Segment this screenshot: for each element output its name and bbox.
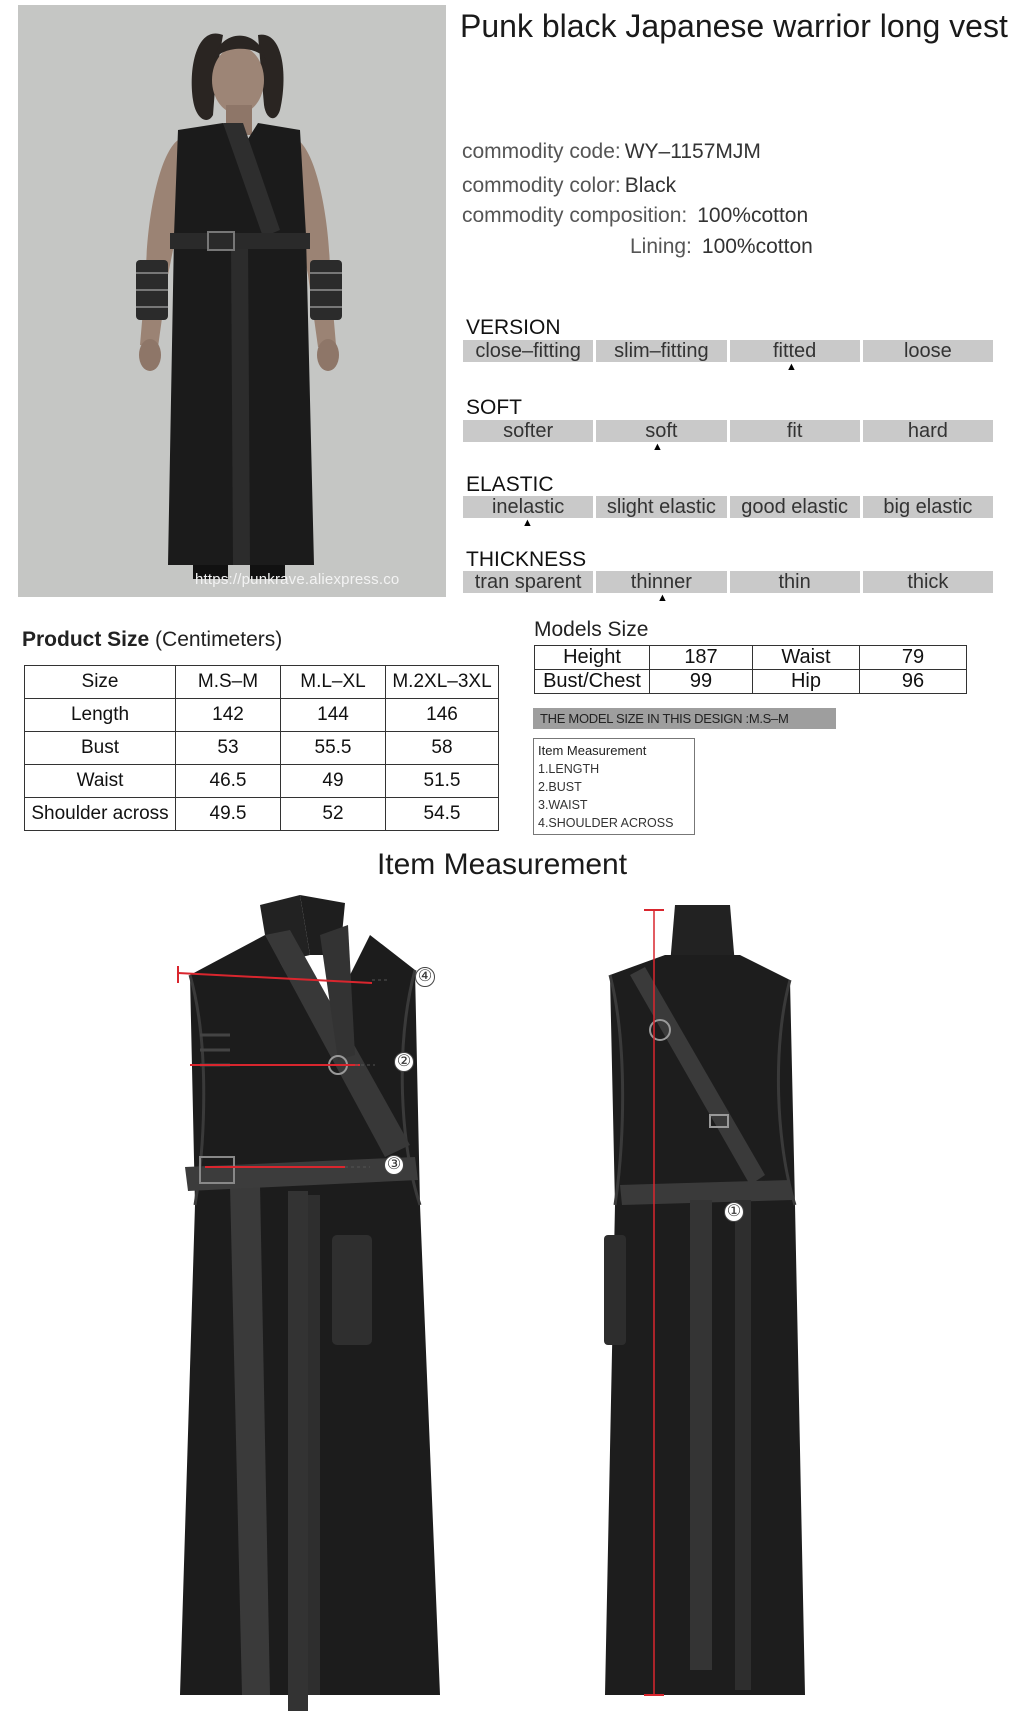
soft-option: hard bbox=[863, 420, 993, 442]
table-row bbox=[535, 646, 967, 670]
legend-item: 4.SHOULDER ACROSS bbox=[538, 816, 674, 830]
table-cell: 187 bbox=[650, 646, 753, 670]
table-cell: Waist bbox=[25, 765, 176, 798]
watermark: https://punkrave.aliexpress.co bbox=[195, 571, 400, 588]
product-title: Punk black Japanese warrior long vest bbox=[460, 8, 1008, 44]
table-cell: Bust/Chest bbox=[535, 670, 650, 694]
lining-label: Lining: bbox=[630, 235, 692, 258]
table-cell: 142 bbox=[176, 699, 281, 732]
commodity-code bbox=[462, 140, 761, 164]
legend-item: 1.LENGTH bbox=[538, 762, 600, 776]
thickness-option: tran sparent bbox=[463, 571, 593, 593]
table-cell: 96 bbox=[860, 670, 967, 694]
version-option: close–fitting bbox=[463, 340, 593, 362]
table-row bbox=[25, 732, 499, 765]
table-header-row bbox=[25, 666, 499, 699]
product-size-title: Product Size bbox=[22, 628, 150, 651]
table-row bbox=[25, 699, 499, 732]
commodity-composition bbox=[462, 204, 808, 228]
header-cell: M.L–XL bbox=[281, 666, 386, 699]
marker-3-icon: ③ bbox=[384, 1155, 404, 1175]
thickness-marker-icon: ▲ bbox=[657, 592, 668, 604]
models-size-table bbox=[534, 645, 967, 694]
code-value: WY–1157MJM bbox=[624, 140, 761, 163]
commodity-color bbox=[462, 174, 676, 198]
table-cell: 55.5 bbox=[281, 732, 386, 765]
version-scale bbox=[463, 340, 993, 362]
thickness-option: thinner bbox=[596, 571, 726, 593]
soft-option: soft bbox=[596, 420, 726, 442]
table-cell: 53 bbox=[176, 732, 281, 765]
marker-2-icon: ② bbox=[394, 1052, 414, 1072]
marker-1-icon: ① bbox=[724, 1202, 744, 1222]
vest-back-diagram bbox=[590, 895, 820, 1717]
table-cell: 49 bbox=[281, 765, 386, 798]
color-label: commodity color: bbox=[462, 174, 621, 197]
soft-option: fit bbox=[730, 420, 860, 442]
soft-option: softer bbox=[463, 420, 593, 442]
header-cell: M.S–M bbox=[176, 666, 281, 699]
lining bbox=[630, 235, 813, 259]
elastic-scale bbox=[463, 496, 993, 518]
color-value: Black bbox=[624, 174, 677, 197]
version-title: VERSION bbox=[466, 316, 561, 339]
thickness-scale bbox=[463, 571, 993, 593]
legend-item: 3.WAIST bbox=[538, 798, 588, 812]
table-cell: Shoulder across bbox=[25, 798, 176, 831]
table-cell: 58 bbox=[386, 732, 499, 765]
elastic-option: inelastic bbox=[463, 496, 593, 518]
elastic-option: big elastic bbox=[863, 496, 993, 518]
table-cell: 51.5 bbox=[386, 765, 499, 798]
soft-title: SOFT bbox=[466, 396, 522, 419]
table-cell: 52 bbox=[281, 798, 386, 831]
elastic-title: ELASTIC bbox=[466, 473, 554, 496]
product-size-unit: (Centimeters) bbox=[155, 628, 283, 651]
table-cell: Bust bbox=[25, 732, 176, 765]
table-cell: 54.5 bbox=[386, 798, 499, 831]
soft-marker-icon: ▲ bbox=[652, 441, 663, 453]
vest-front-diagram bbox=[170, 895, 470, 1717]
version-option: fitted bbox=[730, 340, 860, 362]
elastic-option: good elastic bbox=[730, 496, 860, 518]
legend-title: Item Measurement bbox=[538, 743, 647, 758]
thickness-option: thick bbox=[863, 571, 993, 593]
table-cell: 46.5 bbox=[176, 765, 281, 798]
elastic-marker-icon: ▲ bbox=[522, 517, 533, 529]
model-size-note: THE MODEL SIZE IN THIS DESIGN :M.S–M bbox=[533, 708, 836, 729]
header-cell: Size bbox=[25, 666, 176, 699]
soft-scale bbox=[463, 420, 993, 442]
composition-value: 100%cotton bbox=[697, 204, 809, 227]
table-cell: Waist bbox=[753, 646, 860, 670]
version-option: loose bbox=[863, 340, 993, 362]
measurement-legend bbox=[533, 738, 695, 835]
table-cell: Hip bbox=[753, 670, 860, 694]
table-cell: 79 bbox=[860, 646, 967, 670]
table-cell: Length bbox=[25, 699, 176, 732]
table-row bbox=[25, 798, 499, 831]
header-cell: M.2XL–3XL bbox=[386, 666, 499, 699]
lining-value: 100%cotton bbox=[701, 235, 813, 258]
legend-item: 2.BUST bbox=[538, 780, 582, 794]
product-photo bbox=[18, 5, 446, 597]
marker-4-icon: ④ bbox=[415, 967, 435, 987]
table-row bbox=[535, 670, 967, 694]
table-cell: 99 bbox=[650, 670, 753, 694]
measurement-title bbox=[0, 848, 1024, 882]
thickness-option: thin bbox=[730, 571, 860, 593]
table-cell: 49.5 bbox=[176, 798, 281, 831]
table-row bbox=[25, 765, 499, 798]
measurement-title-text: Item Measurement bbox=[376, 848, 628, 881]
version-option: slim–fitting bbox=[596, 340, 726, 362]
code-label: commodity code: bbox=[462, 140, 621, 163]
elastic-option: slight elastic bbox=[596, 496, 726, 518]
product-size-heading bbox=[22, 628, 282, 652]
models-size-title: Models Size bbox=[534, 618, 649, 641]
thickness-title: THICKNESS bbox=[466, 548, 587, 571]
composition-label: commodity composition: bbox=[462, 204, 688, 227]
table-cell: 144 bbox=[281, 699, 386, 732]
table-cell: Height bbox=[535, 646, 650, 670]
table-cell: 146 bbox=[386, 699, 499, 732]
version-marker-icon: ▲ bbox=[786, 361, 797, 373]
size-table bbox=[24, 665, 499, 831]
